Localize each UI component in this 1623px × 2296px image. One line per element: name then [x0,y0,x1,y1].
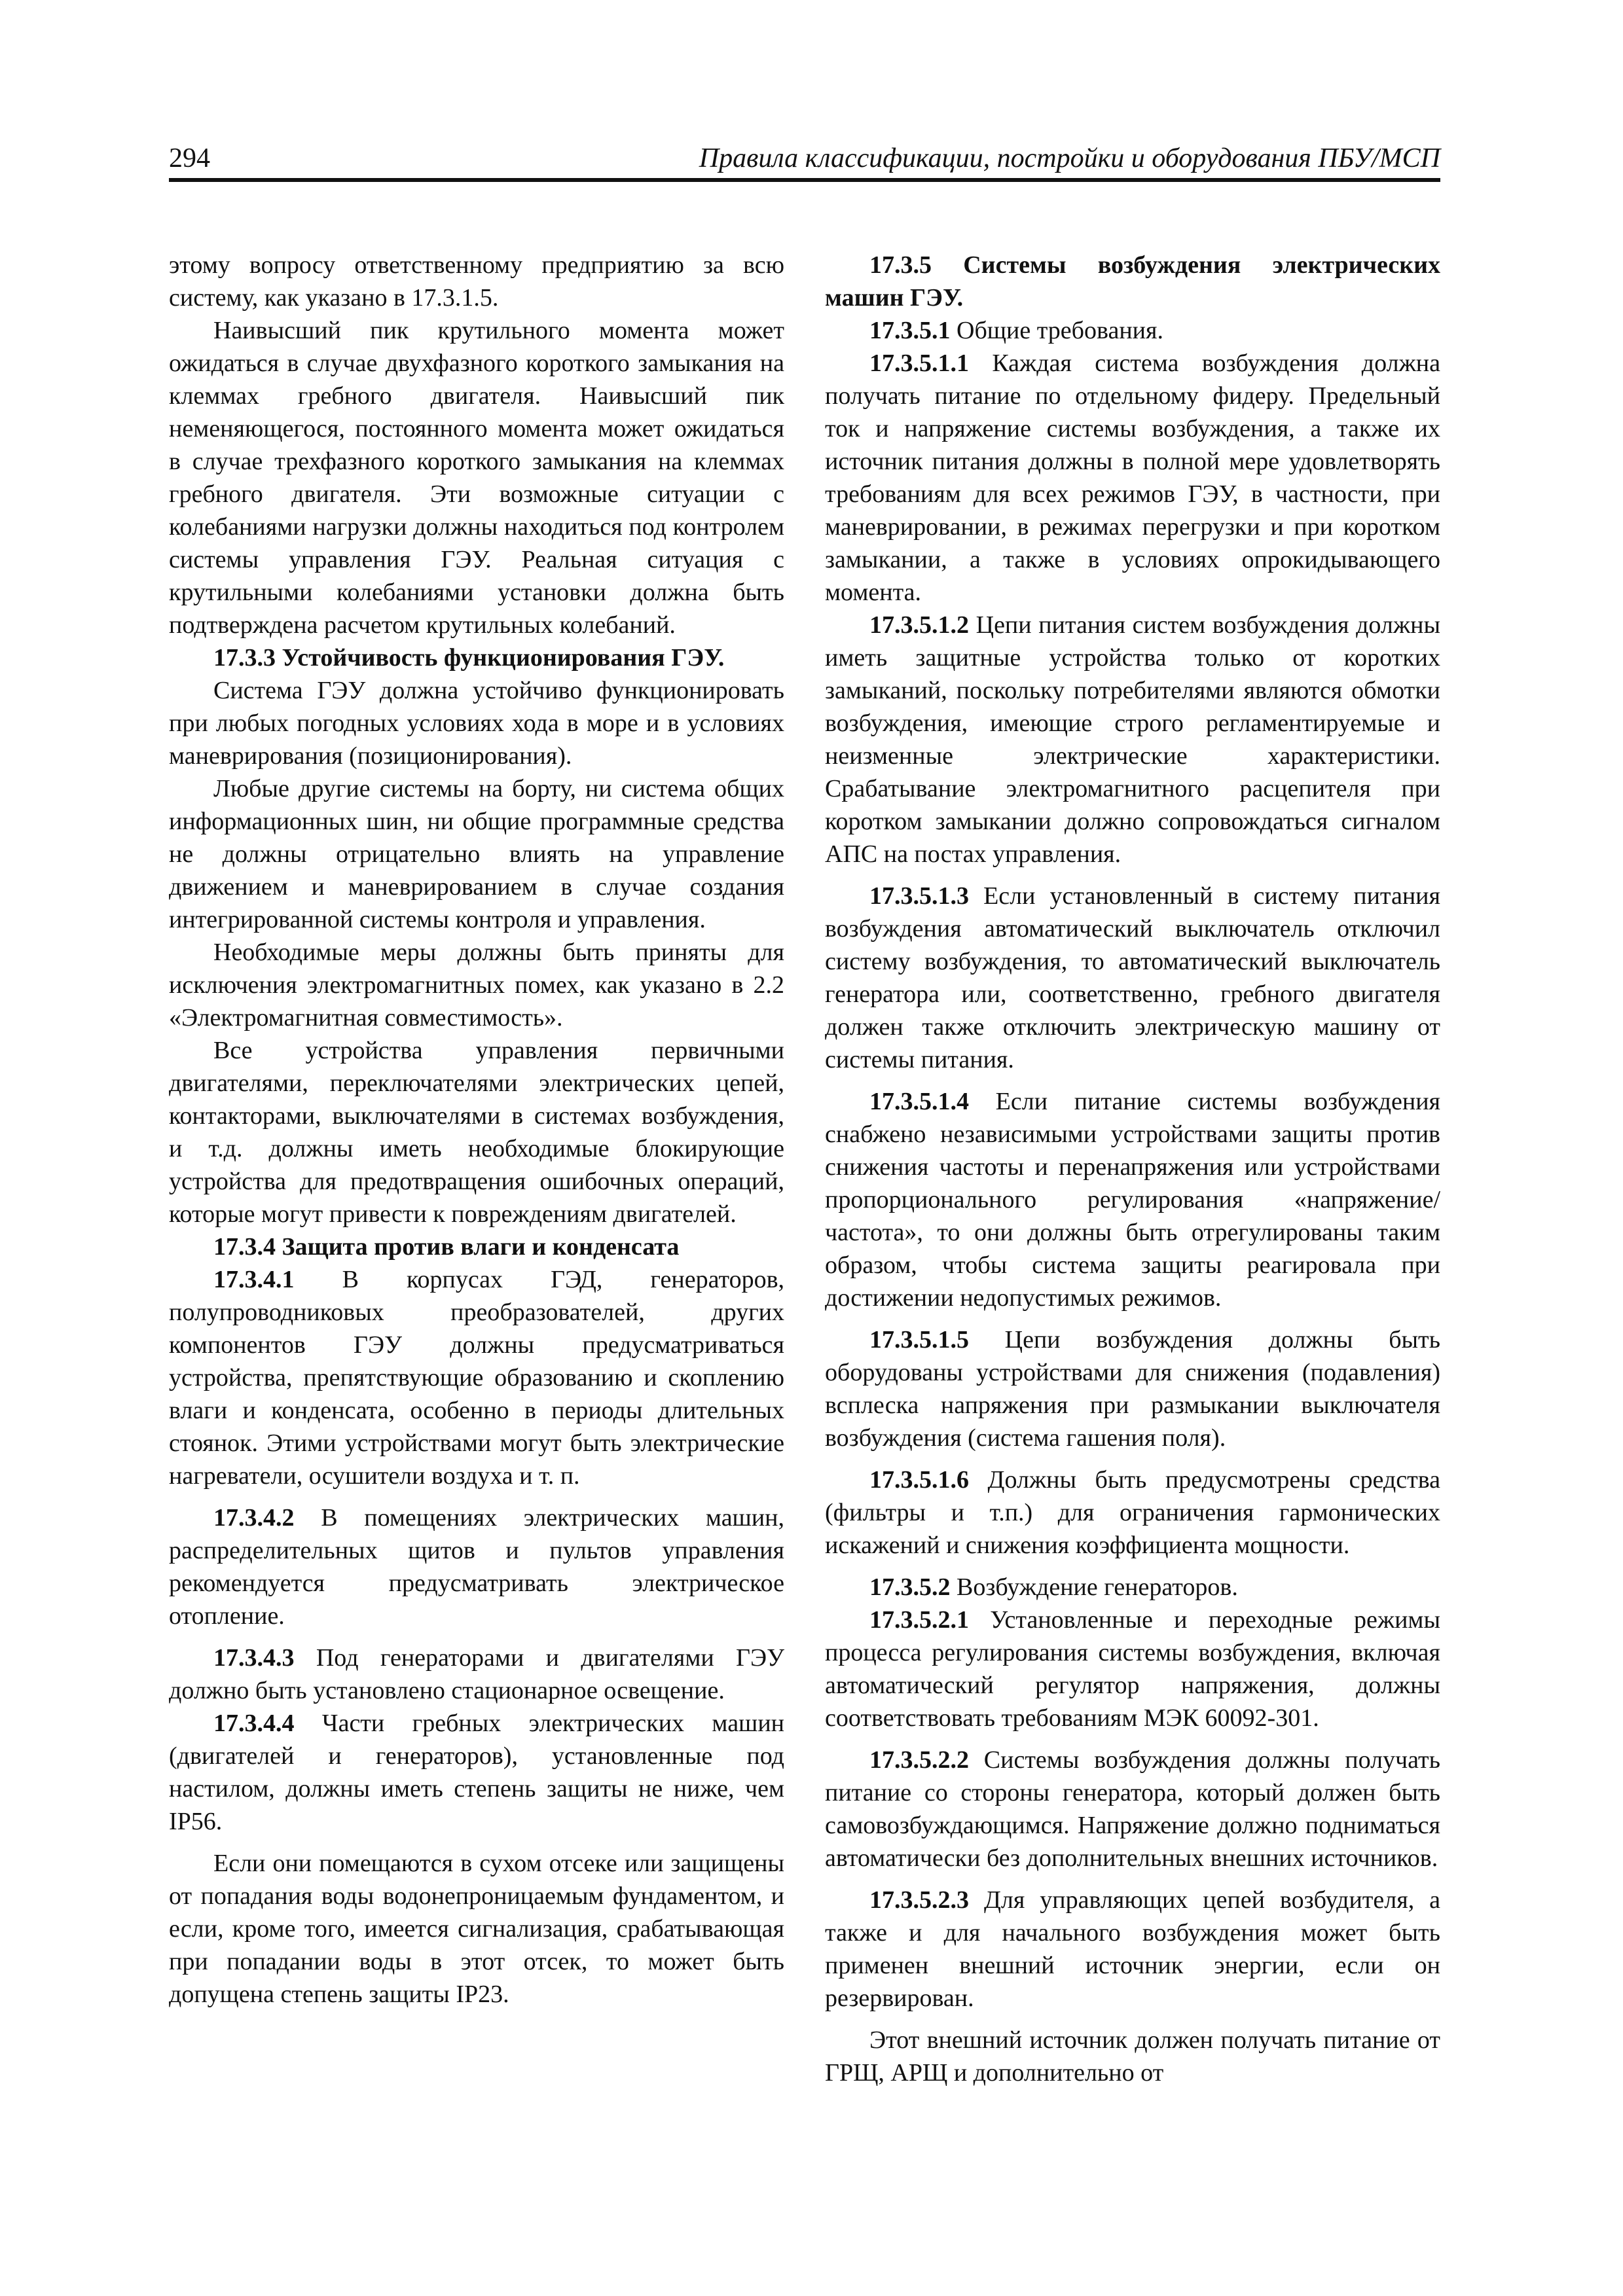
paragraph: Система ГЭУ должна устойчиво функционировать при любых погодных условиях хода в море и в условиях маневрирования (позиционирования). [169,677,784,770]
clause-text: Цепи питания систем возбуждения должны иметь защитные устройства только от коротких замыканий, поскольку потребителями являются обмотки возбуждения, имеющие строго регламентируемые и неизменные электрические характеристики. Срабатывание электромагнитного расцепителя при коротком замыкании должно сопровождаться сигналом АПС на постах управления. [825,611,1441,868]
paragraph: Все устройства управления первичными двигателями, переключателями электрических цепей, контакторами, выключателями в системах возбуждения, и т.д. должны иметь необходимые блокирующие устройства для предотвращения ошибочных операций, которые могут привести к повреждениям двигателей. [169,1037,784,1228]
section-heading-17-3-3: 17.3.3 Устойчивость функционирования ГЭУ. [213,644,725,672]
clause-text: Под генераторами и двигателями ГЭУ должно быть установлено стационарное освещение. [169,1644,785,1704]
clause-17-3-5-1-6 [825,1463,1440,1562]
clause-number: 17.3.5.2 [869,1573,951,1601]
clause-17-3-5-1-5 [825,1323,1440,1454]
clause-text: Если установленный в систему питания возбуждения автоматический выключатель отключил систему возбуждения, то автоматический выключатель генератора или, соответственно, гребного двигателя должен также отключить электрическую машину от системы питания. [825,882,1440,1073]
paragraph: Этот внешний источник должен получать питание от ГРЩ, АРЩ и дополнительно от [825,2026,1440,2087]
clause-17-3-5-2 [825,1571,1440,1604]
running-title: Правила классификации, постройки и оборудования ПБУ/МСП [699,143,1440,173]
clause-number: 17.3.4.3 [213,1644,295,1672]
clause-text: В помещениях электрических машин, распределительных щитов и пультов управления рекомендуется предусматривать электрическое отопление. [169,1504,784,1630]
clause-number: 17.3.5.2.3 [869,1886,969,1914]
clause-text: Части гребных электрических машин (двигателей и генераторов), установленные под настилом, должны иметь степень защиты не ниже, чем IP56. [169,1710,784,1835]
page-header [169,141,1440,182]
clause-text: Для управляющих цепей возбудителя, а также и для начального возбуждения может быть применен внешний источник энергии, если он резервирован. [825,1886,1440,2012]
section-heading-17-3-4: 17.3.4 Защита против влаги и конденсата [213,1233,680,1261]
clause-number: 17.3.5.1.4 [869,1088,969,1115]
clause-number: 17.3.4.2 [213,1504,295,1532]
page-number: 294 [169,143,210,173]
clause-number: 17.3.5.1.5 [869,1326,969,1354]
clause-17-3-4-2 [169,1501,784,1632]
clause-17-3-5-2-3 [825,1884,1440,2015]
clause-text: Общие требования. [957,317,1163,344]
clause-number: 17.3.4.4 [213,1710,295,1737]
paragraph: Если они помещаются в сухом отсеке или защищены от попадания воды водонепроницаемым фундаментом, и если, кроме того, имеется сигнализация, срабатывающая при попадании воды в этот отсек, то может быть допущена степень защиты IP23. [169,1850,784,2008]
clause-17-3-5-2-2 [825,1744,1440,1874]
clause-17-3-5-2-1 [825,1604,1440,1734]
body-columns [169,249,1440,2089]
clause-number: 17.3.5.1.6 [869,1466,969,1494]
clause-number: 17.3.5.2.1 [869,1606,969,1634]
clause-17-3-4-4 [169,1707,784,1838]
clause-number: 17.3.5.2.2 [869,1746,969,1774]
clause-number: 17.3.5.1.2 [869,611,969,639]
clause-text: Если питание системы возбуждения снабжено независимыми устройствами защиты против снижения частоты и перенапряжения или устройствами пропорционального регулирования «напряжение/частота», то они должны быть отрегулированы таким образом, чтобы система защиты реагировала при достижении недопустимых режимов. [825,1088,1441,1312]
clause-17-3-4-1 [169,1263,784,1492]
left-column [169,249,784,2089]
clause-text: Установленные и переходные режимы процесса регулирования системы возбуждения, включая автоматический регулятор напряжения, должны соответствовать требованиям МЭК 60092-301. [825,1606,1440,1732]
clause-17-3-5-1-4 [825,1085,1440,1314]
clause-17-3-5-1-3 [825,880,1440,1076]
paragraph: Любые другие системы на борту, ни система общих информационных шин, ни общие программные средства не должны отрицательно влиять на управление движением и маневрированием в случае создания интегрированной системы контроля и управления. [169,775,784,933]
clause-17-3-5-1-1 [825,347,1440,609]
paragraph: этому вопросу ответственному предприятию за всю систему, как указано в 17.3.1.5. [169,251,784,312]
clause-17-3-4-3 [169,1641,784,1707]
clause-number: 17.3.5.1.1 [869,350,969,377]
clause-text: Каждая система возбуждения должна получать питание по отдельному фидеру. Предельный ток и напряжение системы возбуждения, а также их источник питания должны в полной мере удовлетворять требованиям для всех режимов ГЭУ, в частности, при маневрировании, в режимах перегрузки и при коротком замыкании, а также в условиях опрокидывающего момента. [825,350,1441,606]
clause-text: Должны быть предусмотрены средства (фильтры и т.п.) для ограничения гармонических искажений и снижения коэффициента мощности. [825,1466,1441,1559]
clause-number: 17.3.5.1 [869,317,951,344]
clause-text: Возбуждение генераторов. [957,1573,1238,1601]
clause-number: 17.3.5.1.3 [869,882,969,910]
clause-number: 17.3.4.1 [213,1266,295,1293]
paragraph: Необходимые меры должны быть приняты для исключения электромагнитных помех, как указано в 2.2 «Электромагнитная совместимость». [169,939,784,1031]
section-heading-17-3-5: 17.3.5 Системы возбуждения электрических машин ГЭУ. [825,251,1440,312]
right-column [825,249,1440,2089]
paragraph: Наивысший пик крутильного момента может ожидаться в случае двухфазного короткого замыкания на клеммах гребного двигателя. Наивысший пик неменяющегося, постоянного момента может ожидаться в случае трехфазного короткого замыкания на клеммах гребного двигателя. Эти возможные ситуации с колебаниями нагрузки должны находиться под контролем системы управления ГЭУ. Реальная ситуация с крутильными колебаниями установки должна быть подтверждена расчетом крутильных колебаний. [169,317,784,639]
clause-17-3-5-1-2 [825,609,1440,870]
clause-text: Системы возбуждения должны получать питание со стороны генератора, который должен быть самовозбуждающимся. Напряжение должно подниматься автоматически без дополнительных внешних источников. [825,1746,1440,1872]
clause-text: Цепи возбуждения должны быть оборудованы устройствами для снижения (подавления) всплеска напряжения при размыкании выключателя возбуждения (система гашения поля). [825,1326,1440,1452]
clause-17-3-5-1 [825,314,1440,347]
clause-text: В корпусах ГЭД, генераторов, полупроводниковых преобразователей, других компонентов ГЭУ должны предусматриваться устройства, препятствующие образованию и скоплению влаги и конденсата, особенно в периоды длительных стоянок. Этими устройствами могут быть электрические нагреватели, осушители воздуха и т. п. [169,1266,785,1490]
